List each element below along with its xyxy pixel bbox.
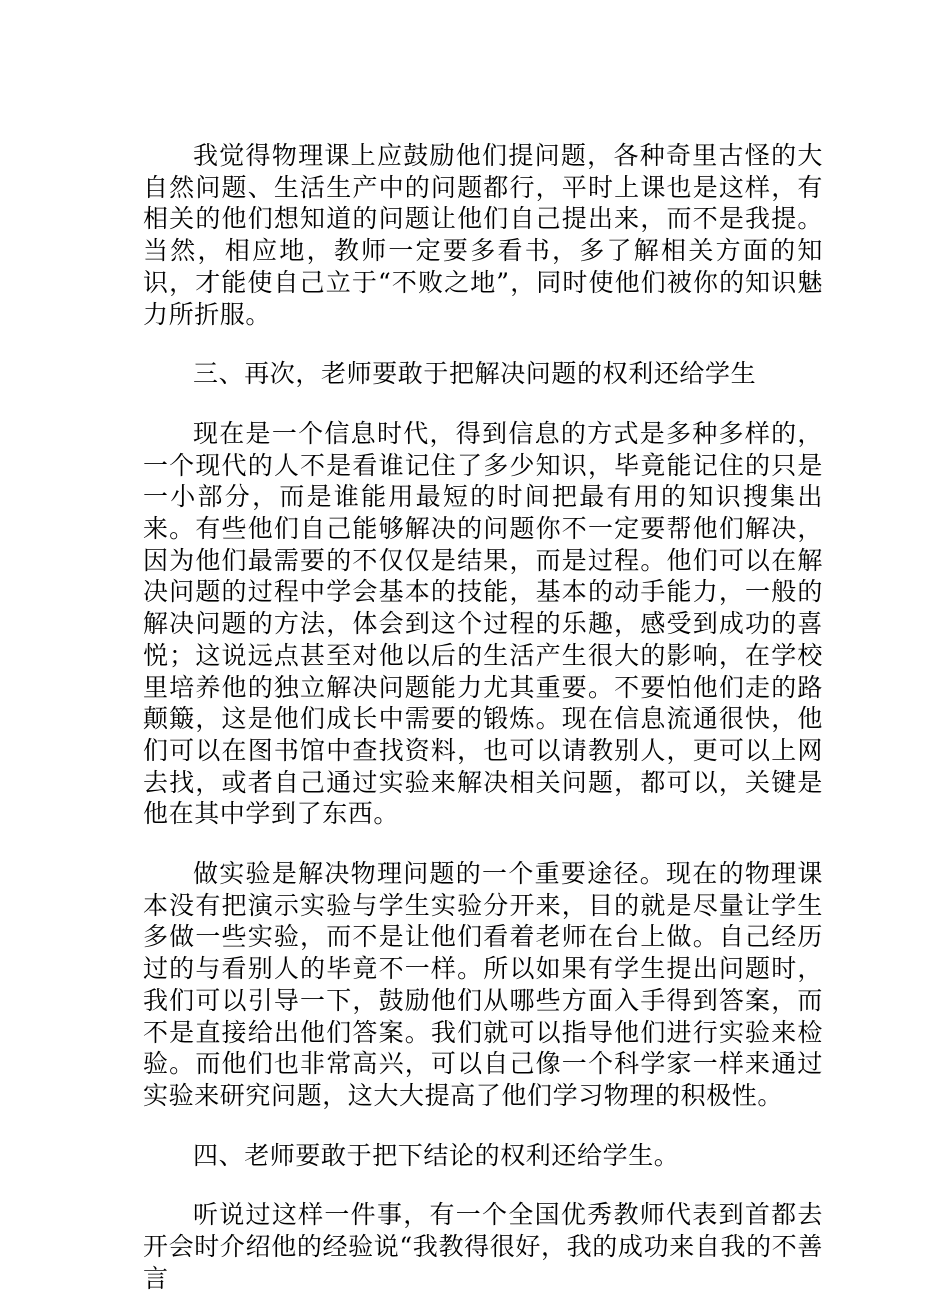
- paragraph-encourage-questions: 我觉得物理课上应鼓励他们提问题，各种奇里古怪的大自然问题、生活生产中的问题都行，平时上课也是这样，有相关的他们想知道的问题让他们自己提出来，而不是我提。当然，相应地，教师一定要多看书，多了解相关方面的知识，才能使自己立于“不败之地”，同时使他们被你的知识魅力所折服。: [143, 141, 823, 329]
- paragraph-gap: [143, 1112, 823, 1140]
- paragraph-story: 听说过这样一件事，有一个全国优秀教师代表到首都去开会时介绍他的经验说“我教得很好，我的成功来自我的不善言: [143, 1200, 823, 1293]
- document-page: [143, 140, 823, 1295]
- paragraph-gap: [143, 390, 823, 418]
- paragraph-gap: [143, 1171, 823, 1199]
- paragraph-experiments: 做实验是解决物理问题的一个重要途径。现在的物理课本没有把演示实验与学生实验分开来，目的就是尽量让学生多做一些实验，而不是让他们看着老师在台上做。自己经历过的与看别人的毕竟不一样。所以如果有学生提出问题时，我们可以引导一下，鼓励他们从哪些方面入手得到答案，而不是直接给出他们答案。我们就可以指导他们进行实验来检验。而他们也非常高兴，可以自己像一个科学家一样来通过实验来研究问题，这大大提高了他们学习物理的积极性。: [143, 859, 823, 1110]
- paragraph-gap: [143, 830, 823, 858]
- section-heading-4: 四、老师要敢于把下结论的权利还给学生。: [193, 1140, 680, 1170]
- section-heading-3: 三、再次，老师要敢于把解决问题的权利还给学生: [193, 359, 757, 389]
- paragraph-information-age: 现在是一个信息时代，得到信息的方式是多种多样的，一个现代的人不是看谁记住了多少知识，毕竟能记住的只是一小部分，而是谁能用最短的时间把最有用的知识搜集出来。有些他们自己能够解决的问题你不一定要帮他们解决，因为他们最需要的不仅仅是结果，而是过程。他们可以在解决问题的过程中学会基本的技能，基本的动手能力，一般的解决问题的方法，体会到这个过程的乐趣，感受到成功的喜悦；这说远点甚至对他以后的生活产生很大的影响，在学校里培养他的独立解决问题能力尤其重要。不要怕他们走的路颠簸，这是他们成长中需要的锻炼。现在信息流通很快，他们可以在图书馆中查找资料，也可以请教别人，更可以上网去找，或者自己通过实验来解决相关问题，都可以，关键是他在其中学到了东西。: [143, 418, 823, 829]
- paragraph-gap: [143, 330, 823, 358]
